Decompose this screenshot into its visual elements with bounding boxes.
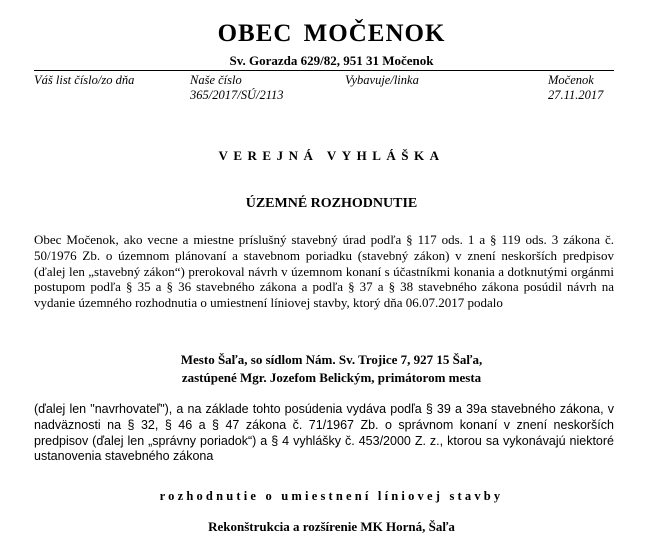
- reference-place: Močenok: [548, 73, 594, 87]
- reference-handled-by: [345, 73, 419, 88]
- municipality-title: OBEC MOČENOK: [217, 20, 446, 47]
- municipality-address: Sv. Gorazda 629/82, 951 31 Močenok: [229, 53, 434, 68]
- notice-title: VEREJNÁ VYHLÁŠKA: [218, 148, 445, 163]
- header-divider: [34, 70, 614, 71]
- reference-handled-by-label: Vybavuje/linka: [345, 73, 419, 87]
- decision-basis-paragraph: (ďalej len "navrhovateľ"), a na základe tohto posúdenia vydáva podľa § 39 a 39a stavebného zákona, v nadväznosti na § 32, § 46 a § 47 zákona č. 71/1967 Zb. o správnom konaní v znení neskorších predpisov (ďalej len „správny poriadok“) a § 4 vyhlášky č. 453/2000 Z. z., ktorou sa vykonávajú niektoré ustanovenia stavebného zákona: [34, 402, 614, 464]
- reference-date: 27.11.2017: [548, 88, 604, 102]
- decision-title: rozhodnutie o umiestnení líniovej stavby: [159, 489, 504, 503]
- reference-your-letter-label: Váš list číslo/zo dňa: [34, 73, 135, 87]
- applicant-line-2: zastúpené Mgr. Jozefom Belickým, primátorom mesta: [181, 370, 482, 385]
- document-heading: ÚZEMNÉ ROZHODNUTIE: [245, 196, 418, 211]
- reference-place-date: [548, 73, 603, 103]
- project-name: Rekonštrukcia a rozšírenie MK Horná, Šaľa: [208, 519, 455, 534]
- reference-our-number-value: 365/2017/SÚ/2113: [190, 88, 284, 102]
- applicant-line-1: Mesto Šaľa, so sídlom Nám. Sv. Trojice 7, 927 15 Šaľa,: [180, 352, 483, 367]
- reference-your-letter: [34, 73, 134, 88]
- reference-our-number: [190, 73, 284, 103]
- reference-our-number-label: Naše číslo: [190, 73, 242, 87]
- intro-paragraph: Obec Močenok, ako vecne a miestne príslušný stavebný úrad podľa § 117 ods. 1 a § 119 ods. 3 zákona č. 50/1976 Zb. o územnom plánovaní a stavebnom poriadku (stavebný zákon) v znení neskorších predpisov (ďalej len „stavebný zákon“) prerokoval návrh v územnom konaní s účastníkmi konania a dotknutými orgánmi postupom podľa § 35 a § 36 stavebného zákona a podľa § 37 a § 38 stavebného zákona posúdil návrh na vydanie územného rozhodnutia o umiestnení líniovej stavby, ktorý dňa 06.07.2017 podalo: [34, 232, 614, 311]
